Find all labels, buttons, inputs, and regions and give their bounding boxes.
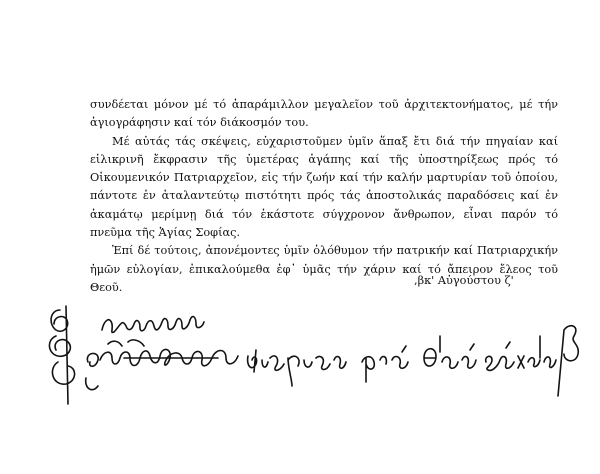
paragraph-2: Μέ αὐτάς τάς σκέψεις, εὐχαριστοῦμεν ὑμῖν ἅπαξ ἔτι διά τήν πηγαίαν καί εἰλικρινῆ ἔκφρασιν τῆς ὑμετέρας ἀγάπης καί τῆς ὑποστηρίξεως πρός τό Οἰκουμενικόν Πατριαρχεῖον, εἰς τήν ζωήν καί τήν καλήν μαρτυρίαν τοῦ ὁποίου, πάντοτε ἐν ἀταλαντεύτῳ πιστότητι πρός τάς ἀποστολικάς παραδόσεις καί ἐν ἀκαμάτῳ μερίμνῃ διά τόν ἑκάστοτε σύγχρονον ἄνθρωπον, εἶναι παρόν τό πνεῦμα τῆς Ἁγίας Σοφίας. bbox=[90, 134, 558, 240]
paragraph-1: συνδέεται μόνον μέ τό ἀπαράμιλλον μεγαλεῖον τοῦ ἀρχιτεκτονήματος, μέ τήν ἁγιογράφησιν καί τόν διάκοσμόν του. bbox=[90, 98, 558, 130]
paragraph-3: Ἐπί δέ τούτοις, ἀπονέμοντες ὑμῖν ὁλόθυμον τήν πατρικήν καί Πατριαρχικήν ἡμῶν εὐλογίαν, ἐπικαλούμεθα ἐφ᾽ ὑμᾶς τήν χάριν καί τό ἄπειρον ἔλεος τοῦ Θεοῦ. bbox=[90, 244, 558, 294]
letter-body bbox=[90, 96, 558, 297]
handwritten-signature bbox=[40, 296, 580, 406]
date-line: ,βκ' Αὐγούστου ζ' bbox=[414, 274, 514, 287]
signature-drawing bbox=[40, 296, 580, 406]
